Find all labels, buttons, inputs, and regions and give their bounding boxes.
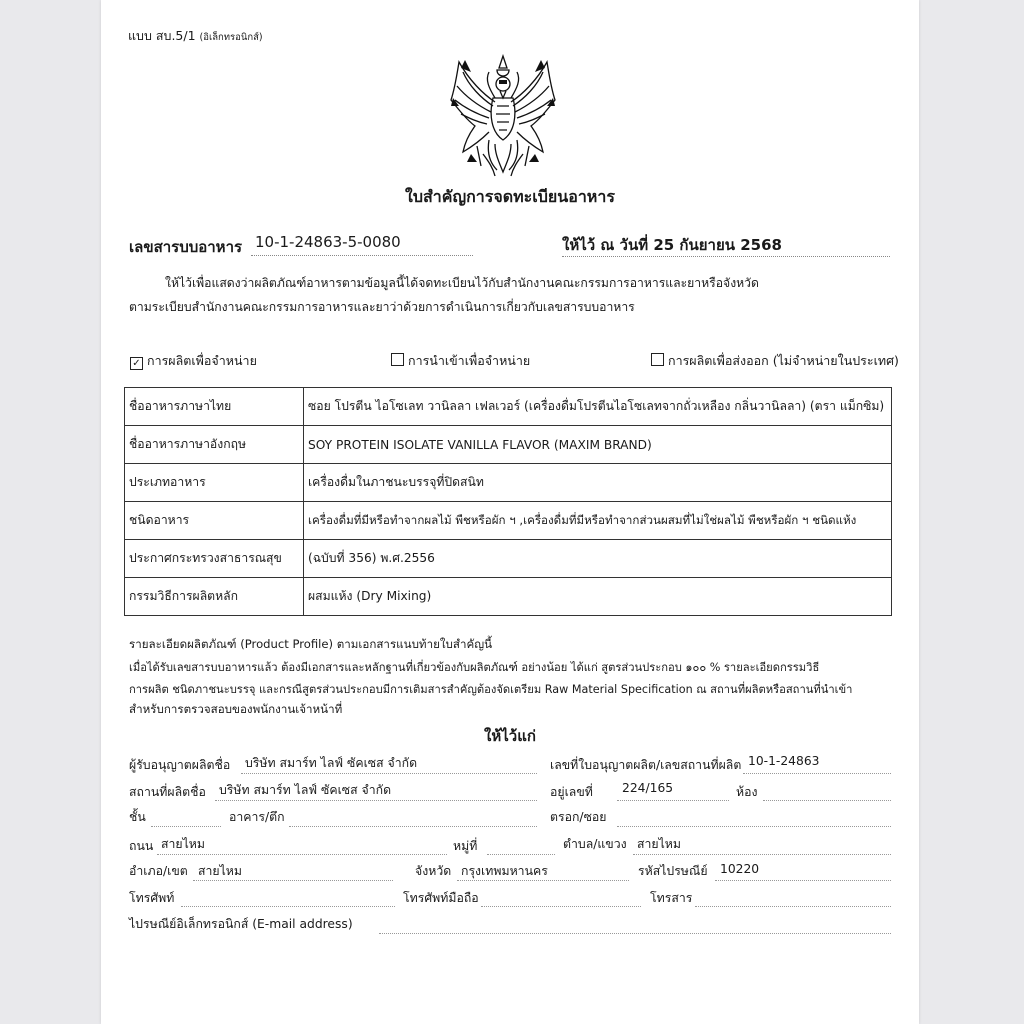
moo-line <box>487 854 555 855</box>
address-number-line <box>617 800 729 801</box>
issue-date: ให้ไว้ ณ วันที่ 25 กันยายน 2568 <box>562 236 782 254</box>
checkbox-empty-icon <box>651 353 664 366</box>
room-label: ห้อง <box>736 785 758 799</box>
intro-line-2: ตามระเบียบสำนักงานคณะกรรมการอาหารและยาว่าด้วยการดำเนินการเกี่ยวกับเลขสารบบอาหาร <box>129 300 635 314</box>
license-number-value: 10-1-24863 <box>748 754 820 768</box>
registration-number-label: เลขสารบบอาหาร <box>129 238 243 256</box>
row-value: ผสมแห้ง (Dry Mixing) <box>304 578 892 616</box>
address-number-value: 224/165 <box>622 781 674 795</box>
license-number-label: เลขที่ใบอนุญาตผลิต/เลขสถานที่ผลิต <box>550 758 742 772</box>
license-number-line <box>743 773 891 774</box>
intro-line-1: ให้ไว้เพื่อแสดงว่าผลิตภัณฑ์อาหารตามข้อมูลนี้ได้จดทะเบียนไว้กับสำนักงานคณะกรรมการอาหารและยาหรือจังหวัด <box>165 276 759 290</box>
postcode-value: 10220 <box>720 862 760 876</box>
postcode-label: รหัสไปรษณีย์ <box>638 864 708 878</box>
site-label: สถานที่ผลิตชื่อ <box>129 785 206 799</box>
district-line <box>193 880 393 881</box>
note-line-4: สำหรับการตรวจสอบของพนักงานเจ้าหน้าที่ <box>129 702 343 716</box>
table-row <box>125 464 892 502</box>
issue-date-line <box>562 256 890 257</box>
document-page <box>101 0 919 1024</box>
recipient-title: ให้ไว้แก่ <box>484 727 536 745</box>
row-value: เครื่องดื่มในภาชนะบรรจุที่ปิดสนิท <box>304 464 892 502</box>
form-code <box>128 26 263 46</box>
option-manufacture-for-sale <box>130 351 257 371</box>
row-key: ชนิดอาหาร <box>125 502 304 540</box>
mobile-line <box>481 906 641 907</box>
option-label: การนำเข้าเพื่อจำหน่าย <box>408 353 531 368</box>
checkbox-checked-icon: ✓ <box>130 357 143 370</box>
road-value: สายไหม <box>161 837 206 851</box>
alley-line <box>617 826 891 827</box>
note-line-3: การผลิต ชนิดภาชนะบรรจุ และกรณีสูตรส่วนประกอบมีการเติมสารสำคัญต้องจัดเตรียม Raw Material Specification ณ สถานที่ผลิตหรือสถานที่นำเข้า <box>129 683 853 696</box>
site-value: บริษัท สมาร์ท ไลฟ์ ซัคเซส จำกัด <box>219 783 392 797</box>
road-line <box>157 854 447 855</box>
phone-label: โทรศัพท์ <box>129 891 175 905</box>
site-line <box>215 800 537 801</box>
row-key: ประกาศกระทรวงสาธารณสุข <box>125 540 304 578</box>
row-key: ประเภทอาหาร <box>125 464 304 502</box>
option-import-for-sale <box>391 351 530 371</box>
row-key: ชื่ออาหารภาษาอังกฤษ <box>125 426 304 464</box>
row-value: SOY PROTEIN ISOLATE VANILLA FLAVOR (MAXIM BRAND) <box>304 426 892 464</box>
fax-line <box>695 906 891 907</box>
table-row <box>125 540 892 578</box>
email-line <box>379 933 891 934</box>
note-line-1: รายละเอียดผลิตภัณฑ์ (Product Profile) ตามเอกสารแนบท้ายใบสำคัญนี้ <box>129 637 493 651</box>
form-code-note: (อิเล็กทรอนิกส์) <box>199 32 263 43</box>
building-label: อาคาร/ตึก <box>229 810 285 824</box>
subdistrict-label: ตำบล/แขวง <box>563 837 627 851</box>
phone-line <box>181 906 395 907</box>
row-key: ชื่ออาหารภาษาไทย <box>125 388 304 426</box>
building-line <box>289 826 537 827</box>
checkbox-empty-icon <box>391 353 404 366</box>
floor-label: ชั้น <box>129 810 146 824</box>
option-manufacture-for-export <box>651 351 899 371</box>
licensee-line <box>241 773 537 774</box>
district-value: สายไหม <box>198 864 243 878</box>
address-number-label: อยู่เลขที่ <box>550 785 593 799</box>
district-label: อำเภอ/เขต <box>129 864 188 878</box>
row-value: (ฉบับที่ 356) พ.ศ.2556 <box>304 540 892 578</box>
alley-label: ตรอก/ซอย <box>550 810 607 824</box>
mobile-label: โทรศัพท์มือถือ <box>403 891 479 905</box>
moo-label: หมู่ที่ <box>453 839 478 853</box>
option-label: การผลิตเพื่อส่งออก (ไม่จำหน่ายในประเทศ) <box>668 353 899 368</box>
table-row <box>125 502 892 540</box>
garuda-emblem-icon <box>445 54 561 178</box>
food-details-table <box>124 387 892 616</box>
document-title: ใบสำคัญการจดทะเบียนอาหาร <box>405 187 615 206</box>
form-code-text: แบบ สบ.5/1 <box>128 28 196 43</box>
province-line <box>457 880 629 881</box>
registration-number-line <box>251 255 473 256</box>
province-label: จังหวัด <box>415 864 452 878</box>
road-label: ถนน <box>129 839 154 853</box>
option-label: การผลิตเพื่อจำหน่าย <box>147 353 257 368</box>
licensee-label: ผู้รับอนุญาตผลิตชื่อ <box>129 758 231 772</box>
subdistrict-value: สายไหม <box>637 837 682 851</box>
licensee-value: บริษัท สมาร์ท ไลฟ์ ซัคเซส จำกัด <box>245 756 418 770</box>
email-label: ไปรษณีย์อิเล็กทรอนิกส์ (E-mail address) <box>129 917 353 931</box>
row-key: กรรมวิธีการผลิตหลัก <box>125 578 304 616</box>
room-line <box>763 800 891 801</box>
note-line-2: เมื่อได้รับเลขสารบบอาหารแล้ว ต้องมีเอกสารและหลักฐานที่เกี่ยวข้องกับผลิตภัณฑ์ อย่างน้อย ได้แก่ สูตรส่วนประกอบ ๑๐๐ % รายละเอียดกรรมวิธี <box>129 661 820 674</box>
registration-number-value: 10-1-24863-5-0080 <box>255 233 401 251</box>
fax-label: โทรสาร <box>650 891 693 905</box>
postcode-line <box>715 880 891 881</box>
floor-line <box>151 826 221 827</box>
table-row <box>125 578 892 616</box>
province-value: กรุงเทพมหานคร <box>461 864 548 878</box>
subdistrict-line <box>633 854 891 855</box>
table-row <box>125 388 892 426</box>
table-row <box>125 426 892 464</box>
row-value: เครื่องดื่มที่มีหรือทำจากผลไม้ พืชหรือผัก ฯ ,เครื่องดื่มที่มีหรือทำจากส่วนผสมที่ไม่ใช่ผลไม้ พืชหรือผัก ฯ ชนิดแห้ง <box>304 502 892 540</box>
row-value: ซอย โปรตีน ไอโซเลท วานิลลา เฟลเวอร์ (เครื่องดื่มโปรตีนไอโซเลทจากถั่วเหลือง กลิ่นวานิลลา) (ตรา แม็กซิม) <box>304 388 892 426</box>
